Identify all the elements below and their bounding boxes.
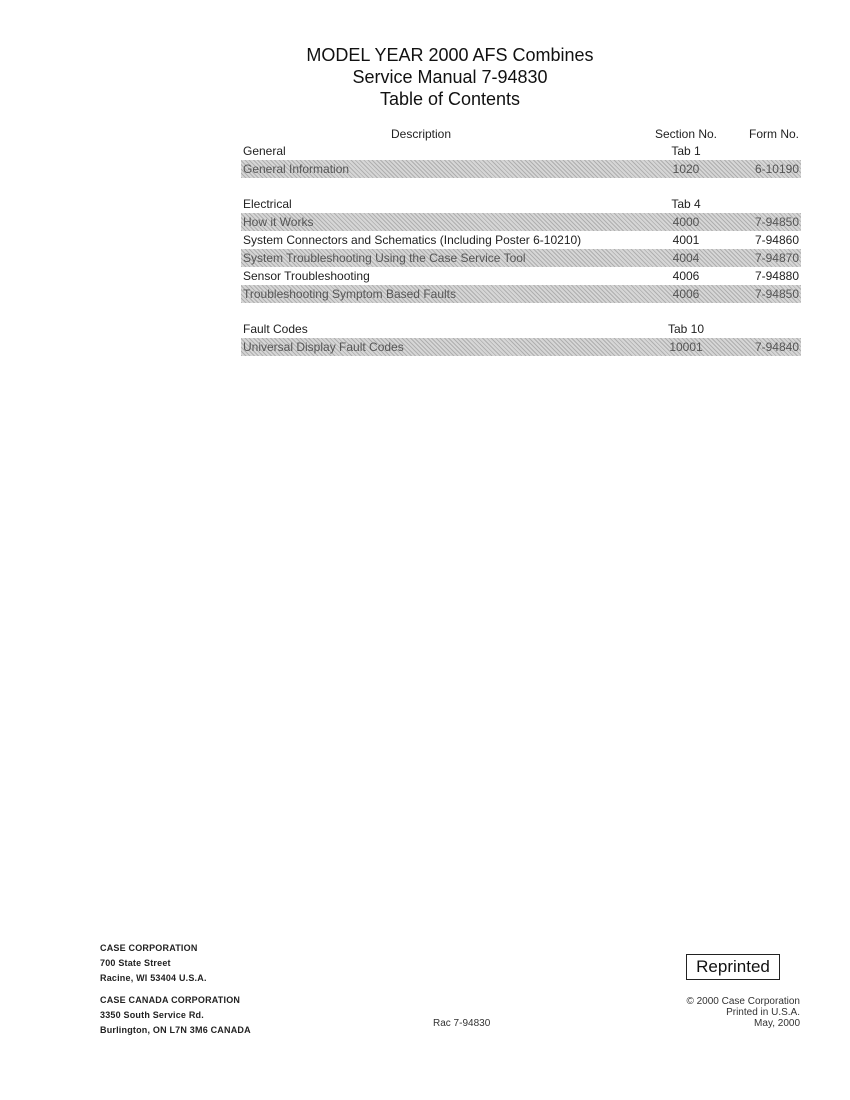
- group-heading: [241, 142, 801, 160]
- entry-form: 7-94840: [754, 340, 799, 354]
- copyright-text: © 2000 Case Corporation: [686, 996, 800, 1007]
- entry-section: 4006: [672, 287, 700, 301]
- group-heading: [241, 320, 801, 338]
- entry-form: 7-94860: [754, 233, 799, 247]
- entry-form: 7-94880: [754, 269, 799, 283]
- title-model-year: MODEL YEAR 2000 AFS Combines: [306, 45, 594, 65]
- table-of-contents: [241, 126, 801, 356]
- group-spacer: [241, 178, 801, 195]
- entry-description: System Troubleshooting Using the Case Service Tool: [243, 251, 526, 265]
- group-name: Fault Codes: [243, 322, 308, 336]
- group-heading: [241, 195, 801, 213]
- group-tab: Tab 4: [671, 197, 701, 211]
- header-form-no: Form No.: [748, 127, 799, 141]
- toc-header-row: [241, 126, 801, 142]
- toc-entry: [241, 285, 801, 303]
- group-name: Electrical: [243, 197, 292, 211]
- entry-description: System Connectors and Schematics (Including Poster 6-10210): [243, 233, 582, 247]
- group-tab: Tab 1: [671, 144, 701, 158]
- form-reference: Rac 7-94830: [433, 1018, 491, 1029]
- entry-form: 7-94870: [754, 251, 799, 265]
- entry-description: How it Works: [243, 215, 314, 229]
- publication-info: [686, 996, 800, 1029]
- address-spacer: [100, 986, 251, 993]
- company-addresses: [100, 941, 251, 1038]
- entry-section: 10001: [669, 340, 703, 354]
- toc-entry: [241, 338, 801, 356]
- company-city: Burlington, ON L7N 3M6 CANADA: [100, 1025, 251, 1035]
- group-name: General: [243, 144, 286, 158]
- entry-section: 1020: [672, 162, 700, 176]
- entry-section: 4006: [672, 269, 700, 283]
- entry-description: General Information: [243, 162, 350, 176]
- entry-form: 6-10190: [754, 162, 799, 176]
- title-table-of-contents: Table of Contents: [379, 89, 521, 109]
- group-tab: Tab 10: [667, 322, 705, 336]
- reprinted-stamp: Reprinted: [686, 954, 780, 980]
- header-description: Description: [390, 127, 452, 141]
- toc-entry: [241, 213, 801, 231]
- entry-section: 4000: [672, 215, 700, 229]
- entry-section: 4001: [672, 233, 700, 247]
- entry-description: Sensor Troubleshooting: [243, 269, 370, 283]
- toc-entry: [241, 267, 801, 285]
- toc-entry: [241, 160, 801, 178]
- company-street: 700 State Street: [100, 958, 171, 968]
- entry-description: Universal Display Fault Codes: [243, 340, 404, 354]
- toc-entry: [241, 249, 801, 267]
- printed-in-text: Printed in U.S.A.: [726, 1007, 800, 1018]
- entry-section: 4004: [672, 251, 700, 265]
- company-street: 3350 South Service Rd.: [100, 1010, 204, 1020]
- entry-description: Troubleshooting Symptom Based Faults: [243, 287, 456, 301]
- company-city: Racine, WI 53404 U.S.A.: [100, 973, 207, 983]
- company-name: CASE CANADA CORPORATION: [100, 995, 241, 1005]
- group-spacer: [241, 303, 801, 320]
- document-title: [240, 44, 660, 110]
- entry-form: 7-94850: [754, 215, 799, 229]
- publication-date: May, 2000: [754, 1018, 800, 1029]
- header-section-no: Section No.: [654, 127, 718, 141]
- title-service-manual: Service Manual 7-94830: [352, 67, 548, 87]
- toc-entry: [241, 231, 801, 249]
- company-name: CASE CORPORATION: [100, 943, 198, 953]
- entry-form: 7-94850: [754, 287, 799, 301]
